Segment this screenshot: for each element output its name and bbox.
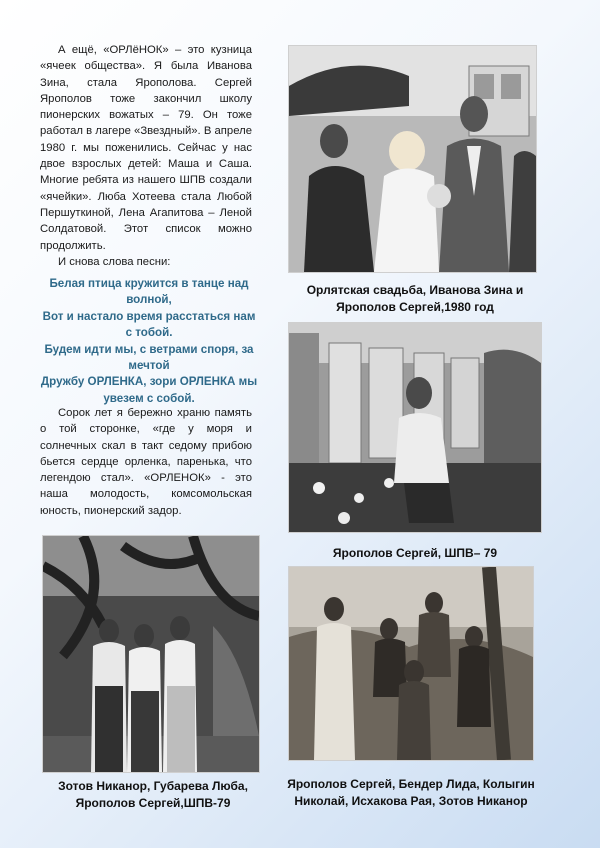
sergey-photo-image	[289, 323, 541, 532]
group-photo-caption: Ярополов Сергей, Бендер Лида, Колыгин Николай, Исхакова Рая, Зотов Никанор	[287, 777, 535, 808]
wedding-photo-image	[289, 46, 536, 272]
group-photo-image	[289, 567, 533, 760]
paragraph-1-text: А ещё, «ОРЛёНОК» – это кузница «ячеек общества». Я была Иванова Зина, стала Ярополова. Сергей Ярополов тоже закончил школу пионерских вожатых – 79. Он тоже работал в лагере «Звездный». В апреле 1980 г. мы поженились. Сейчас у нас двое взрослых детей: Маша и Саша. Многие ребята из нашего ШПВ создали «ячейки». Люба Хотеева стала Любой Першуткиной, Лена Агапитова – Леной Солдатовой. Этот список можно продолжить.	[40, 44, 252, 252]
wedding-photo	[289, 46, 536, 272]
article-paragraph-1	[40, 42, 252, 270]
group-photo	[289, 567, 533, 760]
song-line: Дружбу ОРЛЕНКА, зори ОРЛЕНКА мы увезем с собой.	[40, 375, 258, 405]
paragraph-2-text: Сорок лет я бережно храню память о той сторонке, «где у моря и солнечных скал в такт седому прибою бьется сердце орленка, паренька, что легендою стал». «ОРЛЕНОК» - это наша молодость, комсомольская юность, пионерский задор.	[40, 407, 252, 517]
article-paragraph-2	[40, 405, 252, 519]
song-line: Вот и настало время расстаться нам с тобой.	[42, 309, 256, 340]
trio-photo	[43, 536, 259, 772]
sergey-photo	[289, 323, 541, 532]
song-line: Белая птица кружится в танце над волной,	[49, 277, 249, 307]
trio-photo-caption: Зотов Никанор, Губарева Люба, Ярополов Сергей,ШПВ-79	[58, 779, 248, 810]
sergey-photo-caption: Ярополов Сергей, ШПВ– 79	[332, 546, 498, 560]
song-line: Будем идти мы, с ветрами споря, за мечтой	[44, 342, 254, 373]
trio-photo-image	[43, 536, 259, 772]
song-intro: И снова слова песни:	[58, 255, 171, 268]
wedding-photo-caption: Орлятская свадьба, Иванова Зина и Ярополов Сергей,1980 год	[306, 283, 524, 314]
song-lyrics	[40, 276, 258, 407]
